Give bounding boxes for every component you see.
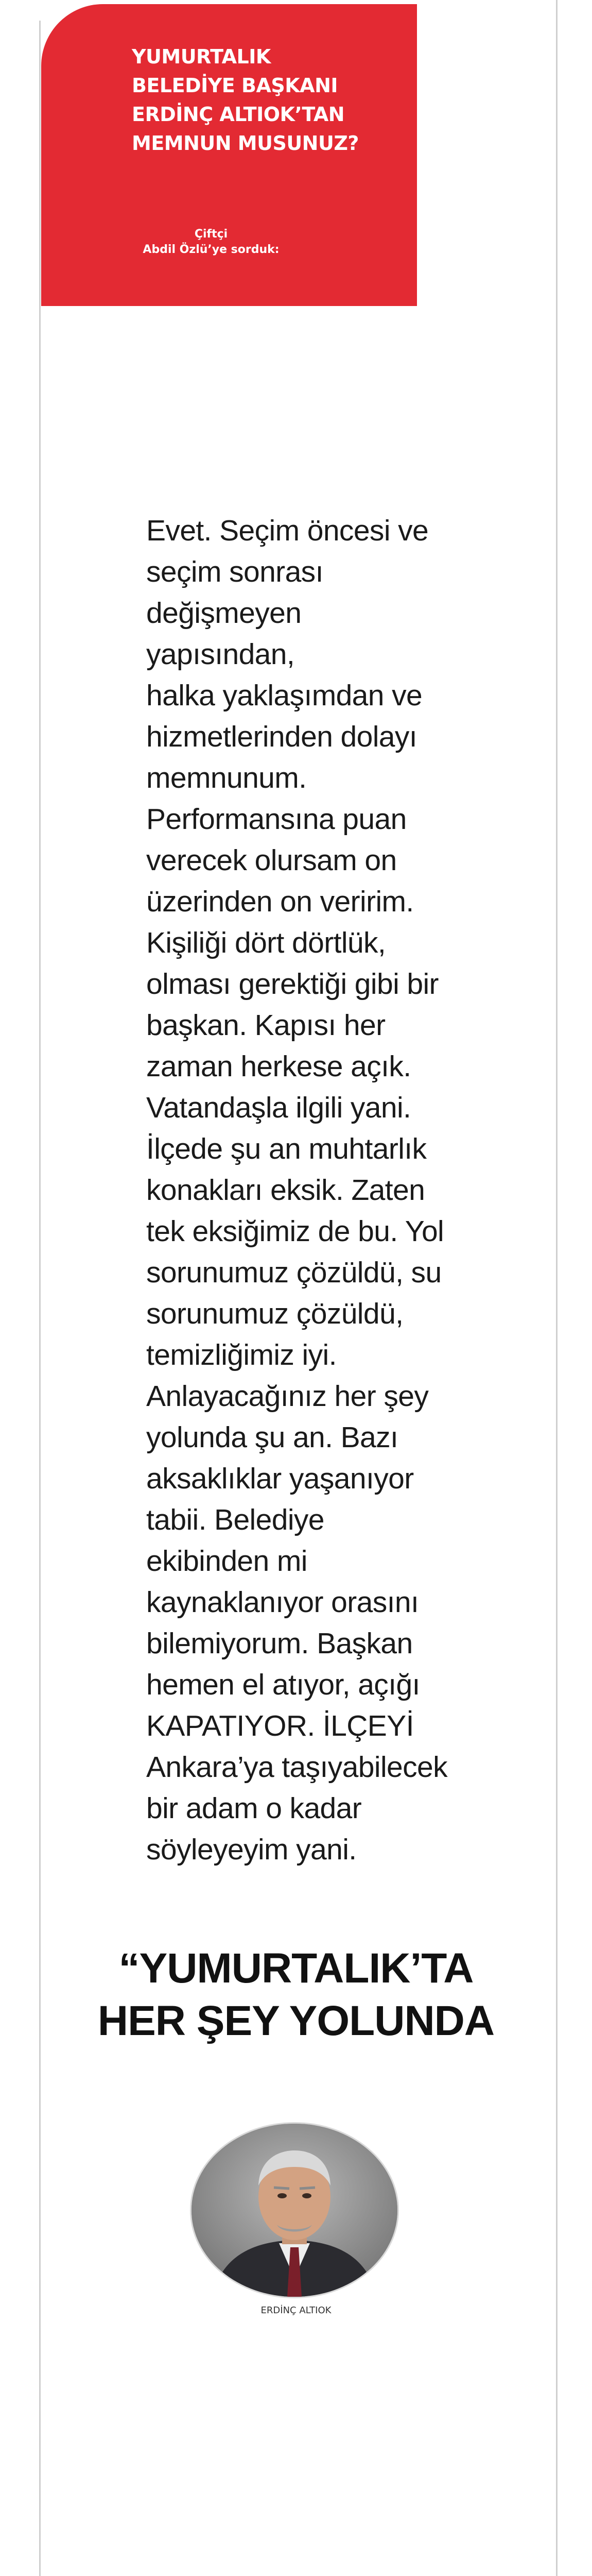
portrait-illustration bbox=[191, 2124, 397, 2297]
right-divider bbox=[556, 0, 558, 2576]
portrait-photo bbox=[191, 2124, 397, 2297]
question-tab bbox=[41, 4, 417, 306]
headline-line-2: HER ŞEY YOLUNDA bbox=[97, 1997, 495, 2044]
answer-text: Evet. Seçim öncesi ve seçim sonrası değişmeyen yapısından, halka yaklaşımdan ve hizmetlerinden dolayı memnunum. Performansına puan verecek olursam on üzerinden on veririm. Kişiliği dört dörtlük, olması gerektiği gibi bir başkan. Kapısı her zaman herkese açık. Vatandaşla ilgili yani. İlçede şu an muhtarlık konakları eksik. Zaten tek eksiğimiz de bu. Yol sorunumuz çözüldü, su sorunumuz çözüldü, temizliğimiz iyi. Anlayacağınız her şey yolunda şu an. Bazı aksaklıklar yaşanıyor tabii. Belediye ekibinden mi kaynaklanıyor orasını bilemiyorum. Başkan hemen el atıyor, açığı KAPATIYOR. İLÇEYİ Ankara’ya taşıyabilecek bir adam o kadar söyleyeyim yani. bbox=[146, 514, 448, 1866]
headline-line-1: “YUMURTALIK’TA bbox=[118, 1945, 474, 1992]
pull-quote-headline bbox=[0, 1942, 592, 2047]
interviewee-line: Çiftçi Abdil Özlü’ye sorduk: bbox=[143, 228, 280, 256]
portrait-caption: ERDİNÇ ALTIOK bbox=[260, 2305, 332, 2316]
left-divider bbox=[39, 21, 41, 2576]
question-heading: YUMURTALIK BELEDİYE BAŞKANI ERDİNÇ ALTIOK’TAN MEMNUN MUSUNUZ? bbox=[132, 45, 359, 155]
